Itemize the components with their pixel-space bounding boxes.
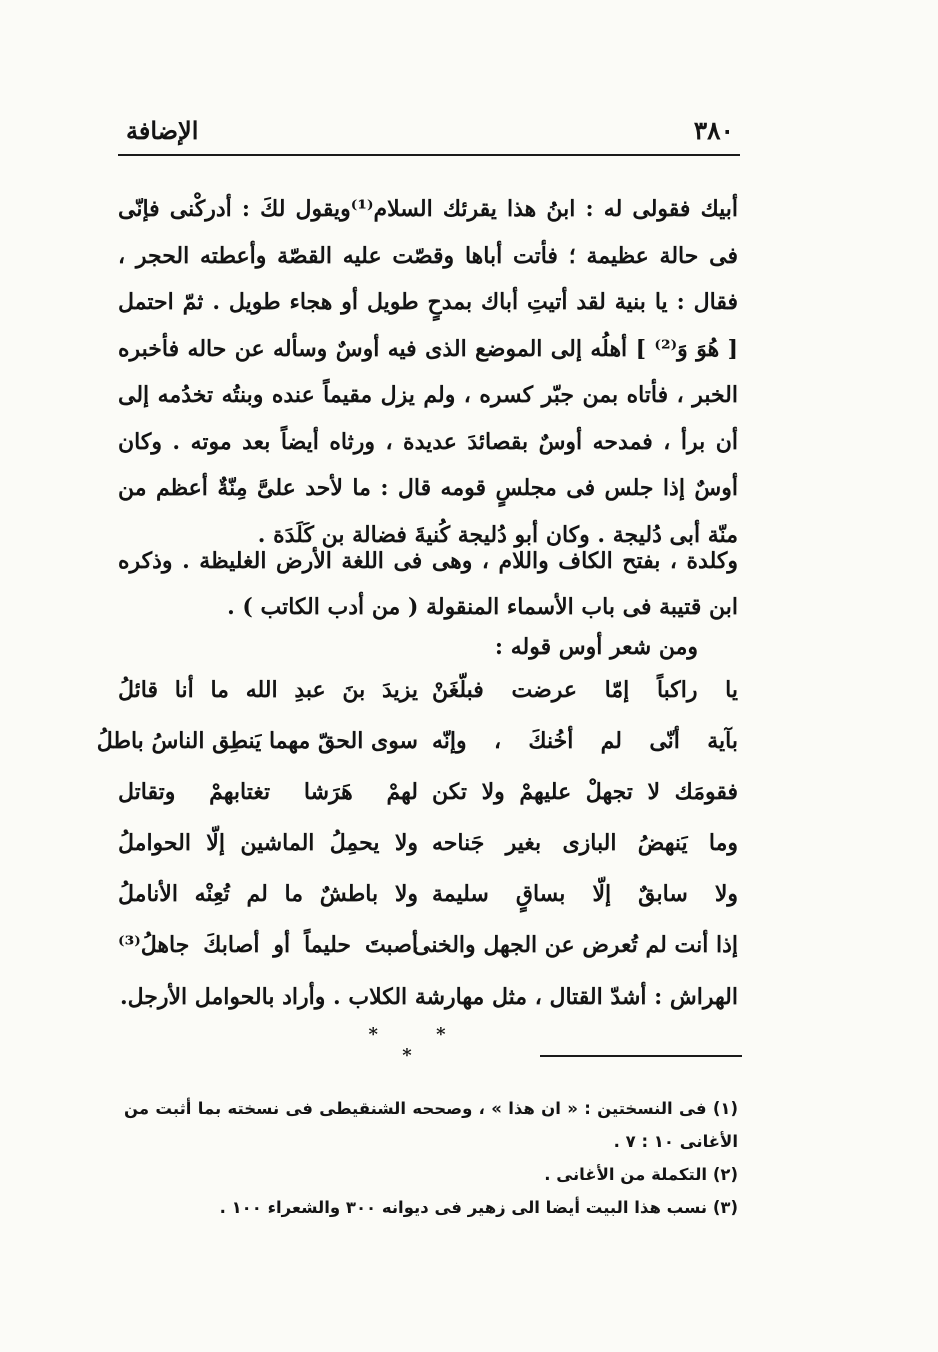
poem-verse	[118, 932, 738, 983]
verse-first-hemistich: وما يَنهضُ البازى بغير جَناحه	[432, 830, 738, 856]
poem-verse	[118, 830, 738, 881]
poem-intro: ومن شعر أوس قوله :	[494, 634, 698, 660]
verse-first-hemistich: فقومَك لا تجهلْ عليهمْ ولا تكن	[432, 779, 738, 805]
verse-second-hemistich: يزيدَ بنَ عبدِ الله ما أنا قائلُ	[118, 677, 418, 703]
section-title: الإضافة	[126, 116, 199, 145]
poem-verse	[118, 779, 738, 830]
poem-verse	[96, 728, 738, 779]
header-rule	[118, 154, 740, 156]
verse-second-hemistich: لهمْ هَرَشا تغتابهمْ وتقاتل	[118, 779, 418, 805]
body-paragraph-1: أبيك فقولى له : ابنُ هذا يقرئك السلام⁽¹⁾ويقول لكَ : أدركْنى فإنّى فى حالة عظيمة ؛ فأتت أباها وقصّت عليه القصّة وأعطته الحجر ، فقال : يا بنية لقد أتيتِ أباك بمدحٍ طويل أو هجاء طويل . ثمّ احتمل [ هُوَ وَ⁽²⁾ ] أهلُه إلى الموضع الذى فيه أوسٌ وسأله عن حاله فأخبره الخبر ، فأتاه بمن جبّر كسره ، ولم يزل مقيماً عنده وبنتُه تخدُمه إلى أن برأ ، فمدحه أوسٌ بقصائدَ عديدة ، ورثاه أيضاً بعد موته . وكان أوسٌ إذا جلس فى مجلسٍ قومه قال : ما لأحد علىَّ مِنّةٌ أعظم من منّة أبى دُليجة . وكان أبو دُليجة كُنيةَ فضالة بن كَلَدَة .	[118, 196, 738, 548]
verse-first-hemistich: إذا أنت لم تُعرض عن الجهل والخنى	[413, 932, 738, 958]
verse-first-hemistich: يا راكباً إمّا عرضت فبلّغَنْ	[432, 677, 738, 703]
footnote-3: (٣) نسب هذا البيت أيضا الى زهير فى ديوانه ٣٠٠ والشعراء ١٠٠ .	[219, 1198, 738, 1217]
body-paragraph-2: وكلدة ، بفتح الكاف واللام ، وهى فى اللغة الأرض الغليظة . وذكره ابن قتيبة فى باب الأسماء المنقولة ( من أدب الكاتب ) .	[118, 548, 738, 620]
page-number: ٣٨٠	[693, 116, 734, 145]
footnote-2: (٢) التكملة من الأغانى .	[544, 1165, 738, 1184]
verse-second-hemistich: أصبتَ حليماً أو أصابكَ جاهلُ⁽³⁾	[118, 932, 418, 958]
section-ornament: * * *	[368, 1024, 472, 1066]
verse-first-hemistich: ولا سابقٌ إلّا بساقٍ سليمة	[432, 881, 738, 907]
verse-first-hemistich: بآية أنّى لم أخُنكَ ، وإنّه	[432, 728, 738, 754]
poem-verse	[118, 677, 738, 728]
poem	[96, 677, 738, 983]
gloss-note: الهراش : أشدّ القتال ، مثل مهارشة الكلاب . وأراد بالحوامل الأرجل.	[119, 984, 738, 1010]
footnote-rule	[540, 1055, 742, 1057]
verse-second-hemistich: سوى الحقّ مهما يَنطِق الناسُ باطلُ	[96, 728, 418, 754]
footnotes	[124, 1092, 738, 1224]
footnote-1: (١) فى النسختين : « ان هذا » ، وصححه الشنقيطى فى نسخته بما أثبت من الأغانى ١٠ : ٧ .	[124, 1099, 738, 1151]
running-head	[118, 116, 740, 156]
verse-second-hemistich: ولا يحمِلُ الماشين إلّا الحواملُ	[118, 830, 418, 856]
poem-verse	[118, 881, 738, 932]
verse-second-hemistich: ولا باطشٌ ما لم تُعِنْه الأناملُ	[118, 881, 418, 907]
